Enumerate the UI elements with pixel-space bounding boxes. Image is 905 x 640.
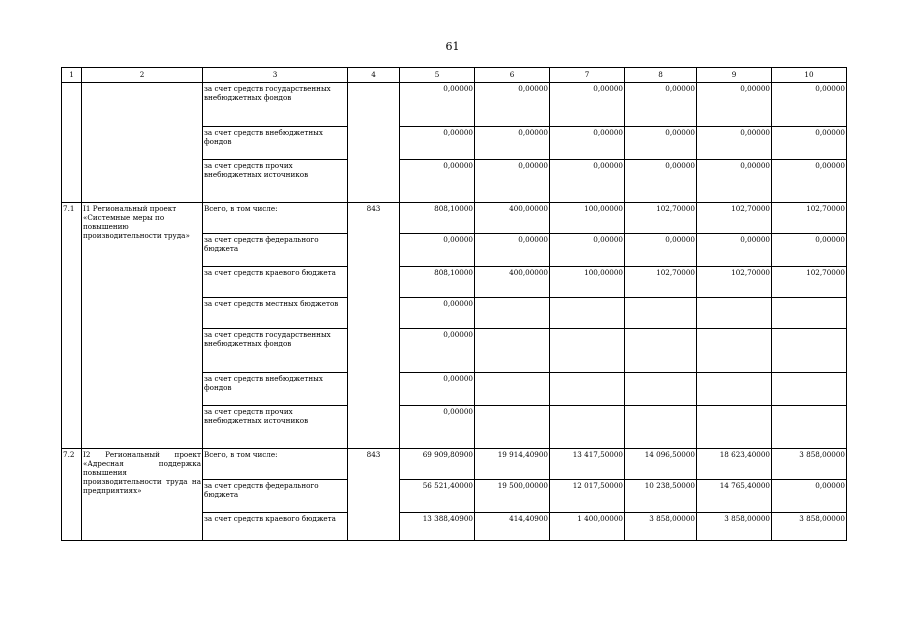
value-cell: 0,00000 xyxy=(625,160,697,203)
value-cell xyxy=(625,406,697,449)
value-cell: 0,00000 xyxy=(550,127,625,160)
value-cell xyxy=(625,298,697,329)
value-cell xyxy=(550,373,625,406)
table-row xyxy=(62,203,847,234)
project-name-cell: I2 Региональный проект «Адресная поддержка повышения производительности труда на предприятиях» xyxy=(82,449,203,541)
value-cell: 0,00000 xyxy=(772,234,847,267)
funding-source-label: за счет средств государственных внебюджетных фондов xyxy=(203,329,348,373)
value-cell xyxy=(697,329,772,373)
table-row xyxy=(62,449,847,480)
value-cell: 14 096,50000 xyxy=(625,449,697,480)
project-name-cell xyxy=(82,83,203,203)
value-cell: 102,70000 xyxy=(625,267,697,298)
value-cell: 69 909,80900 xyxy=(400,449,475,480)
table-header-row xyxy=(62,68,847,83)
value-cell: 0,00000 xyxy=(400,329,475,373)
value-cell: 0,00000 xyxy=(400,127,475,160)
value-cell xyxy=(772,329,847,373)
value-cell: 400,00000 xyxy=(475,203,550,234)
value-cell: 0,00000 xyxy=(697,83,772,127)
code-cell: 843 xyxy=(348,449,400,541)
column-header: 3 xyxy=(203,68,348,83)
funding-source-label: Всего, в том числе: xyxy=(203,203,348,234)
row-number-cell: 7.1 xyxy=(62,203,82,449)
column-header: 4 xyxy=(348,68,400,83)
value-cell: 0,00000 xyxy=(475,83,550,127)
column-header: 2 xyxy=(82,68,203,83)
column-header: 6 xyxy=(475,68,550,83)
value-cell xyxy=(625,373,697,406)
value-cell: 0,00000 xyxy=(697,160,772,203)
funding-source-label: за счет средств местных бюджетов xyxy=(203,298,348,329)
value-cell: 13 417,50000 xyxy=(550,449,625,480)
value-cell xyxy=(475,406,550,449)
value-cell xyxy=(475,329,550,373)
value-cell: 10 238,50000 xyxy=(625,480,697,513)
value-cell: 0,00000 xyxy=(625,127,697,160)
value-cell: 102,70000 xyxy=(697,267,772,298)
value-cell: 400,00000 xyxy=(475,267,550,298)
value-cell: 3 858,00000 xyxy=(697,513,772,541)
funding-source-label: за счет средств краевого бюджета xyxy=(203,267,348,298)
value-cell: 1 400,00000 xyxy=(550,513,625,541)
budget-table xyxy=(61,67,847,541)
code-cell: 843 xyxy=(348,203,400,449)
funding-source-label: за счет средств внебюджетных фондов xyxy=(203,127,348,160)
value-cell: 0,00000 xyxy=(550,234,625,267)
column-header: 10 xyxy=(772,68,847,83)
table-row xyxy=(62,83,847,127)
funding-source-label: за счет средств федерального бюджета xyxy=(203,480,348,513)
value-cell: 414,40900 xyxy=(475,513,550,541)
page-number: 61 xyxy=(445,40,460,53)
value-cell: 0,00000 xyxy=(772,83,847,127)
value-cell: 0,00000 xyxy=(400,234,475,267)
value-cell: 56 521,40000 xyxy=(400,480,475,513)
value-cell xyxy=(475,298,550,329)
value-cell: 14 765,40000 xyxy=(697,480,772,513)
row-number-cell xyxy=(62,83,82,203)
value-cell: 0,00000 xyxy=(697,234,772,267)
value-cell: 0,00000 xyxy=(625,83,697,127)
funding-source-label: за счет средств внебюджетных фондов xyxy=(203,373,348,406)
value-cell: 0,00000 xyxy=(475,127,550,160)
funding-source-label: за счет средств прочих внебюджетных источников xyxy=(203,406,348,449)
value-cell: 102,70000 xyxy=(625,203,697,234)
column-header: 7 xyxy=(550,68,625,83)
funding-source-label: за счет средств прочих внебюджетных источников xyxy=(203,160,348,203)
value-cell: 100,00000 xyxy=(550,203,625,234)
value-cell: 0,00000 xyxy=(400,83,475,127)
funding-source-label: за счет средств краевого бюджета xyxy=(203,513,348,541)
value-cell: 3 858,00000 xyxy=(625,513,697,541)
code-cell xyxy=(348,83,400,203)
value-cell: 0,00000 xyxy=(400,298,475,329)
value-cell xyxy=(475,373,550,406)
row-number-cell: 7.2 xyxy=(62,449,82,541)
column-header: 9 xyxy=(697,68,772,83)
value-cell xyxy=(550,329,625,373)
value-cell: 19 500,00000 xyxy=(475,480,550,513)
value-cell: 102,70000 xyxy=(697,203,772,234)
value-cell: 19 914,40900 xyxy=(475,449,550,480)
value-cell xyxy=(772,373,847,406)
value-cell: 0,00000 xyxy=(772,160,847,203)
value-cell: 0,00000 xyxy=(475,234,550,267)
column-header: 8 xyxy=(625,68,697,83)
value-cell: 808,10000 xyxy=(400,267,475,298)
value-cell: 0,00000 xyxy=(625,234,697,267)
value-cell xyxy=(697,373,772,406)
value-cell: 0,00000 xyxy=(400,406,475,449)
value-cell: 102,70000 xyxy=(772,267,847,298)
value-cell xyxy=(772,406,847,449)
funding-source-label: за счет средств государственных внебюджетных фондов xyxy=(203,83,348,127)
value-cell xyxy=(550,298,625,329)
value-cell: 13 388,40900 xyxy=(400,513,475,541)
column-header: 5 xyxy=(400,68,475,83)
value-cell xyxy=(697,406,772,449)
value-cell: 0,00000 xyxy=(475,160,550,203)
funding-source-label: Всего, в том числе: xyxy=(203,449,348,480)
value-cell: 0,00000 xyxy=(400,160,475,203)
value-cell: 100,00000 xyxy=(550,267,625,298)
value-cell xyxy=(697,298,772,329)
value-cell: 3 858,00000 xyxy=(772,449,847,480)
value-cell: 0,00000 xyxy=(400,373,475,406)
value-cell: 0,00000 xyxy=(550,83,625,127)
value-cell xyxy=(772,298,847,329)
project-name-cell: I1 Региональный проект «Системные меры по повышению производительности труда» xyxy=(82,203,203,449)
funding-source-label: за счет средств федерального бюджета xyxy=(203,234,348,267)
value-cell: 102,70000 xyxy=(772,203,847,234)
value-cell: 0,00000 xyxy=(550,160,625,203)
value-cell xyxy=(550,406,625,449)
value-cell: 3 858,00000 xyxy=(772,513,847,541)
value-cell: 12 017,50000 xyxy=(550,480,625,513)
value-cell xyxy=(625,329,697,373)
value-cell: 18 623,40000 xyxy=(697,449,772,480)
value-cell: 0,00000 xyxy=(772,480,847,513)
value-cell: 0,00000 xyxy=(697,127,772,160)
column-header: 1 xyxy=(62,68,82,83)
value-cell: 808,10000 xyxy=(400,203,475,234)
value-cell: 0,00000 xyxy=(772,127,847,160)
